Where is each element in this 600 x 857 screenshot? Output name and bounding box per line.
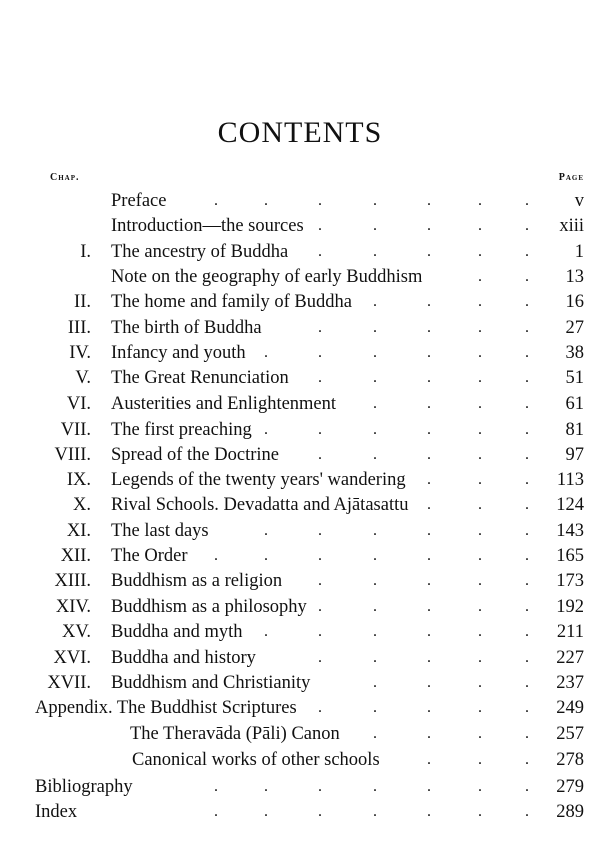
leader-dot: . xyxy=(318,522,322,539)
toc-entry xyxy=(0,671,600,695)
leader-dots xyxy=(0,595,600,619)
leader-dot: . xyxy=(478,471,482,488)
leader-dot: . xyxy=(318,778,322,795)
toc-entry xyxy=(0,775,600,799)
leader-dot: . xyxy=(427,649,431,666)
entry-title: Rival Schools. Devadatta and Ajātasattu xyxy=(111,495,409,515)
chapter-number: III. xyxy=(67,318,91,338)
leader-dots xyxy=(0,671,600,695)
chapter-number: V. xyxy=(75,368,91,388)
leader-dot: . xyxy=(427,725,431,742)
leader-dots xyxy=(0,366,600,390)
leader-dot: . xyxy=(318,623,322,640)
leader-dot: . xyxy=(478,217,482,234)
leader-dot: . xyxy=(264,803,268,820)
entry-title: Appendix. The Buddhist Scriptures xyxy=(35,698,297,718)
leader-dot: . xyxy=(373,725,377,742)
leader-dot: . xyxy=(478,674,482,691)
leader-dot: . xyxy=(427,192,431,209)
leader-dot: . xyxy=(318,446,322,463)
page-number: 143 xyxy=(556,521,584,541)
leader-dot: . xyxy=(373,293,377,310)
entry-title: Buddha and history xyxy=(111,648,256,668)
leader-dot: . xyxy=(373,344,377,361)
toc-entry xyxy=(0,620,600,644)
leader-dot: . xyxy=(427,243,431,260)
leader-dots xyxy=(0,493,600,517)
leader-dots xyxy=(0,214,600,238)
leader-dot: . xyxy=(427,471,431,488)
leader-dot: . xyxy=(318,421,322,438)
leader-dot: . xyxy=(318,699,322,716)
leader-dot: . xyxy=(264,192,268,209)
page-title: CONTENTS xyxy=(217,116,383,149)
leader-dot: . xyxy=(525,217,529,234)
leader-dots xyxy=(0,468,600,492)
leader-dot: . xyxy=(318,319,322,336)
leader-dots xyxy=(0,341,600,365)
toc-entry xyxy=(0,722,600,746)
leader-dots xyxy=(0,189,600,213)
leader-dot: . xyxy=(525,446,529,463)
page-number: 257 xyxy=(556,724,584,744)
entry-title: The home and family of Buddha xyxy=(111,292,352,312)
leader-dot: . xyxy=(525,725,529,742)
leader-dot: . xyxy=(525,522,529,539)
leader-dot: . xyxy=(214,192,218,209)
page-number: 165 xyxy=(556,546,584,566)
leader-dot: . xyxy=(264,344,268,361)
leader-dots xyxy=(0,646,600,670)
leader-dot: . xyxy=(373,778,377,795)
leader-dot: . xyxy=(373,446,377,463)
chapter-number: XVI. xyxy=(53,648,91,668)
toc-entry xyxy=(0,418,600,442)
leader-dots xyxy=(0,418,600,442)
leader-dot: . xyxy=(427,319,431,336)
chapter-number: XII. xyxy=(60,546,91,566)
leader-dots xyxy=(0,569,600,593)
leader-dot: . xyxy=(427,803,431,820)
toc-entry xyxy=(0,366,600,390)
leader-dot: . xyxy=(427,446,431,463)
leader-dot: . xyxy=(525,243,529,260)
leader-dot: . xyxy=(525,344,529,361)
chapter-number: VIII. xyxy=(54,445,91,465)
toc-entry xyxy=(0,595,600,619)
page-number: 81 xyxy=(565,420,584,440)
leader-dot: . xyxy=(478,547,482,564)
leader-dots xyxy=(0,392,600,416)
leader-dot: . xyxy=(525,369,529,386)
entry-title: Buddhism as a philosophy xyxy=(111,597,307,617)
leader-dot: . xyxy=(525,751,529,768)
toc-entry xyxy=(0,800,600,824)
leader-dot: . xyxy=(373,803,377,820)
leader-dot: . xyxy=(478,699,482,716)
leader-dot: . xyxy=(427,572,431,589)
toc-entry xyxy=(0,696,600,720)
page-number: 13 xyxy=(565,267,584,287)
entry-title: The Theravāda (Pāli) Canon xyxy=(130,724,340,744)
leader-dots xyxy=(0,748,600,772)
leader-dot: . xyxy=(427,778,431,795)
leader-dot: . xyxy=(478,598,482,615)
leader-dot: . xyxy=(525,496,529,513)
entry-title: The last days xyxy=(111,521,209,541)
leader-dot: . xyxy=(373,522,377,539)
leader-dot: . xyxy=(525,471,529,488)
toc-entry xyxy=(0,646,600,670)
leader-dot: . xyxy=(373,649,377,666)
leader-dot: . xyxy=(525,192,529,209)
page-number: v xyxy=(574,191,584,211)
toc-entry xyxy=(0,468,600,492)
leader-dot: . xyxy=(478,243,482,260)
leader-dot: . xyxy=(525,421,529,438)
leader-dots xyxy=(0,316,600,340)
chapter-number: X. xyxy=(73,495,91,515)
entry-title: Introduction—the sources xyxy=(111,216,304,236)
page-number: 237 xyxy=(556,673,584,693)
page-number: 279 xyxy=(556,777,584,797)
leader-dot: . xyxy=(427,293,431,310)
leader-dot: . xyxy=(214,778,218,795)
leader-dot: . xyxy=(427,369,431,386)
leader-dot: . xyxy=(478,446,482,463)
toc-entry xyxy=(0,443,600,467)
leader-dot: . xyxy=(373,319,377,336)
leader-dot: . xyxy=(264,623,268,640)
leader-dot: . xyxy=(373,395,377,412)
chapter-number: XIII. xyxy=(54,571,91,591)
entry-title: Index xyxy=(35,802,78,822)
page-column-header: Page xyxy=(558,172,584,183)
leader-dot: . xyxy=(478,319,482,336)
toc-entry xyxy=(0,519,600,543)
toc-entry xyxy=(0,544,600,568)
toc-entry xyxy=(0,316,600,340)
page-number: 16 xyxy=(565,292,584,312)
chapter-number: XIV. xyxy=(55,597,91,617)
chapter-number: I. xyxy=(80,242,91,262)
leader-dot: . xyxy=(427,344,431,361)
page-number: 61 xyxy=(565,394,584,414)
leader-dot: . xyxy=(427,522,431,539)
leader-dot: . xyxy=(525,778,529,795)
leader-dot: . xyxy=(427,547,431,564)
leader-dot: . xyxy=(427,217,431,234)
page-number: 173 xyxy=(556,571,584,591)
leader-dot: . xyxy=(373,699,377,716)
leader-dot: . xyxy=(373,421,377,438)
chapter-number: XV. xyxy=(62,622,91,642)
leader-dot: . xyxy=(525,674,529,691)
leader-dot: . xyxy=(427,751,431,768)
leader-dot: . xyxy=(478,344,482,361)
toc-entry xyxy=(0,214,600,238)
leader-dot: . xyxy=(318,344,322,361)
leader-dot: . xyxy=(318,547,322,564)
leader-dot: . xyxy=(525,598,529,615)
leader-dot: . xyxy=(214,803,218,820)
toc-entry xyxy=(0,493,600,517)
leader-dot: . xyxy=(427,598,431,615)
leader-dots xyxy=(0,620,600,644)
page-number: 27 xyxy=(565,318,584,338)
leader-dot: . xyxy=(478,803,482,820)
toc-entry xyxy=(0,392,600,416)
entry-title: Note on the geography of early Buddhism xyxy=(111,267,423,287)
leader-dot: . xyxy=(318,649,322,666)
leader-dot: . xyxy=(214,547,218,564)
page-number: 227 xyxy=(556,648,584,668)
leader-dot: . xyxy=(478,369,482,386)
leader-dots xyxy=(0,800,600,824)
chapter-number: XI. xyxy=(66,521,91,541)
leader-dot: . xyxy=(478,192,482,209)
leader-dots xyxy=(0,696,600,720)
leader-dots xyxy=(0,775,600,799)
page-number: 51 xyxy=(565,368,584,388)
leader-dot: . xyxy=(478,725,482,742)
entry-title: Buddhism and Christianity xyxy=(111,673,311,693)
leader-dot: . xyxy=(478,623,482,640)
leader-dot: . xyxy=(264,522,268,539)
toc-entry xyxy=(0,569,600,593)
leader-dot: . xyxy=(478,496,482,513)
page-number: 249 xyxy=(556,698,584,718)
leader-dot: . xyxy=(427,699,431,716)
leader-dot: . xyxy=(318,369,322,386)
entry-title: Canonical works of other schools xyxy=(132,750,380,770)
toc-entry xyxy=(0,341,600,365)
entry-title: Buddha and myth xyxy=(111,622,243,642)
leader-dot: . xyxy=(373,547,377,564)
page-number: xiii xyxy=(559,216,584,236)
entry-title: The Great Renunciation xyxy=(111,368,289,388)
leader-dot: . xyxy=(427,674,431,691)
leader-dot: . xyxy=(264,547,268,564)
toc-entry xyxy=(0,748,600,772)
leader-dots xyxy=(0,443,600,467)
leader-dots xyxy=(0,290,600,314)
leader-dot: . xyxy=(318,243,322,260)
entry-title: Infancy and youth xyxy=(111,343,246,363)
entry-title: Austerities and Enlightenment xyxy=(111,394,337,414)
toc-entry xyxy=(0,290,600,314)
leader-dot: . xyxy=(525,572,529,589)
leader-dot: . xyxy=(525,319,529,336)
chapter-number: VI. xyxy=(66,394,91,414)
entry-title: Bibliography xyxy=(35,777,133,797)
leader-dot: . xyxy=(478,778,482,795)
entry-title: The birth of Buddha xyxy=(111,318,262,338)
leader-dot: . xyxy=(478,522,482,539)
chapter-number: XVII. xyxy=(47,673,91,693)
page-number: 211 xyxy=(556,622,584,642)
chapter-number: VII. xyxy=(60,420,91,440)
leader-dot: . xyxy=(525,623,529,640)
toc-entry xyxy=(0,265,600,289)
leader-dot: . xyxy=(427,421,431,438)
page-number: 38 xyxy=(565,343,584,363)
leader-dot: . xyxy=(318,217,322,234)
entry-title: The ancestry of Buddha xyxy=(111,242,289,262)
page-number: 97 xyxy=(565,445,584,465)
leader-dot: . xyxy=(478,268,482,285)
chapter-number: IV. xyxy=(69,343,91,363)
page-number: 289 xyxy=(556,802,584,822)
leader-dot: . xyxy=(264,778,268,795)
leader-dot: . xyxy=(427,623,431,640)
leader-dot: . xyxy=(318,803,322,820)
toc-entry xyxy=(0,189,600,213)
page-number: 113 xyxy=(556,470,584,490)
leader-dots xyxy=(0,544,600,568)
chapter-number: IX. xyxy=(66,470,91,490)
leader-dot: . xyxy=(478,572,482,589)
entry-title: The first preaching xyxy=(111,420,252,440)
leader-dot: . xyxy=(373,217,377,234)
leader-dot: . xyxy=(373,623,377,640)
leader-dot: . xyxy=(478,293,482,310)
chapter-number: II. xyxy=(74,292,91,312)
leader-dot: . xyxy=(373,572,377,589)
chapter-column-header: Chap. xyxy=(50,172,80,183)
entry-title: Buddhism as a religion xyxy=(111,571,283,591)
page-number: 124 xyxy=(556,495,584,515)
leader-dot: . xyxy=(525,699,529,716)
leader-dots xyxy=(0,519,600,543)
leader-dot: . xyxy=(478,395,482,412)
entry-title: Spread of the Doctrine xyxy=(111,445,279,465)
leader-dots xyxy=(0,722,600,746)
leader-dot: . xyxy=(318,598,322,615)
entry-title: Legends of the twenty years' wandering xyxy=(111,470,406,490)
leader-dot: . xyxy=(525,268,529,285)
leader-dot: . xyxy=(373,192,377,209)
leader-dot: . xyxy=(478,751,482,768)
leader-dot: . xyxy=(318,572,322,589)
leader-dot: . xyxy=(373,243,377,260)
page-number: 1 xyxy=(574,242,584,262)
toc-entry xyxy=(0,240,600,264)
leader-dot: . xyxy=(525,803,529,820)
entry-title: The Order xyxy=(111,546,188,566)
leader-dot: . xyxy=(373,598,377,615)
page-number: 278 xyxy=(556,750,584,770)
leader-dot: . xyxy=(478,421,482,438)
leader-dot: . xyxy=(427,496,431,513)
leader-dot: . xyxy=(478,649,482,666)
entry-title: Preface xyxy=(111,191,167,211)
leader-dots xyxy=(0,265,600,289)
leader-dot: . xyxy=(264,421,268,438)
leader-dot: . xyxy=(525,547,529,564)
leader-dot: . xyxy=(525,395,529,412)
leader-dot: . xyxy=(427,395,431,412)
page-number: 192 xyxy=(556,597,584,617)
leader-dot: . xyxy=(318,192,322,209)
leader-dot: . xyxy=(525,293,529,310)
leader-dot: . xyxy=(525,649,529,666)
leader-dot: . xyxy=(373,369,377,386)
leader-dot: . xyxy=(373,674,377,691)
leader-dots xyxy=(0,240,600,264)
